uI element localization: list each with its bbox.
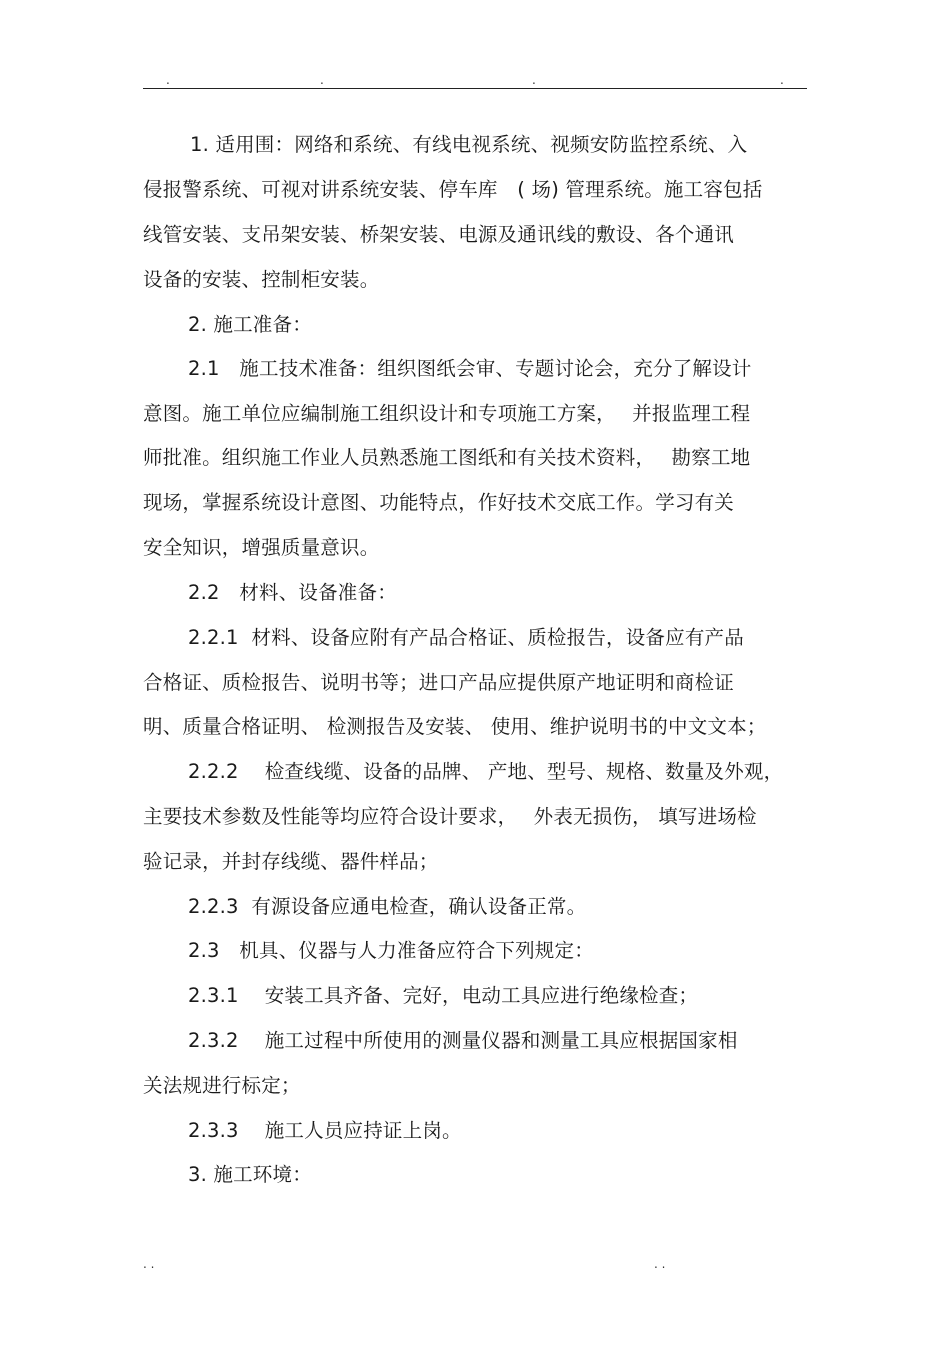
body-line: 侵报警系统、可视对讲系统安装、停车库 ( 场) 管理系统。施工容包括 bbox=[143, 178, 763, 201]
header-dot: . bbox=[320, 73, 324, 87]
body-line: 设备的安装、控制柜安装。 bbox=[143, 268, 380, 291]
body-line: 合格证、质检报告、说明书等；进口产品应提供原产地证明和商检证 bbox=[143, 671, 735, 694]
body-line: 现场，掌握系统设计意图、功能特点，作好技术交底工作。学习有关 bbox=[143, 491, 735, 514]
body-line: 主要技术参数及性能等均应符合设计要求， 外表无损伤， 填写进场检 bbox=[143, 805, 757, 828]
body-line: 明、质量合格证明、 检测报告及安装、 使用、维护说明书的中文文本； bbox=[143, 715, 767, 738]
header-dot: . bbox=[780, 73, 784, 87]
body-line: 2.2 材料、设备准备： bbox=[188, 581, 397, 604]
body-line: 2.3.2 施工过程中所使用的测量仪器和测量工具应根据国家相 bbox=[188, 1029, 738, 1052]
body-line: 3. 施工环境： bbox=[188, 1163, 312, 1186]
body-line: 2.3.3 施工人员应持证上岗。 bbox=[188, 1119, 462, 1142]
body-line: 1. 适用围：网络和系统、有线电视系统、视频安防监控系统、入 bbox=[190, 133, 748, 156]
body-line: 2.1 施工技术准备：组织图纸会审、专题讨论会，充分了解设计 bbox=[188, 357, 752, 380]
body-line: 2.2.1 材料、设备应附有产品合格证、质检报告，设备应有产品 bbox=[188, 626, 744, 649]
body-line: 意图。施工单位应编制施工组织设计和专项施工方案， 并报监理工程 bbox=[143, 402, 751, 425]
body-line: 安全知识，增强质量意识。 bbox=[143, 536, 380, 559]
body-line: 关法规进行标定； bbox=[143, 1074, 301, 1097]
header-rule bbox=[143, 88, 807, 89]
body-line: 2.3.1 安装工具齐备、完好，电动工具应进行绝缘检查； bbox=[188, 984, 699, 1007]
body-line: 验记录，并封存线缆、器件样品； bbox=[143, 850, 439, 873]
footer-dots-left: . . bbox=[143, 1257, 155, 1271]
header-dot: . bbox=[166, 73, 170, 87]
footer-dots-right: . . bbox=[654, 1257, 666, 1271]
body-line: 2.2.2 检查线缆、设备的品牌、 产地、型号、规格、数量及外观， bbox=[188, 760, 784, 783]
header-dot: . bbox=[532, 73, 536, 87]
body-line: 2.3 机具、仪器与人力准备应符合下列规定： bbox=[188, 939, 594, 962]
body-line: 2.2.3 有源设备应通电检查，确认设备正常。 bbox=[188, 895, 587, 918]
body-line: 2. 施工准备： bbox=[188, 313, 312, 336]
body-line: 线管安装、支吊架安装、桥架安装、电源及通讯线的敷设、各个通讯 bbox=[143, 223, 735, 246]
body-line: 师批准。组织施工作业人员熟悉施工图纸和有关技术资料， 勘察工地 bbox=[143, 446, 751, 469]
